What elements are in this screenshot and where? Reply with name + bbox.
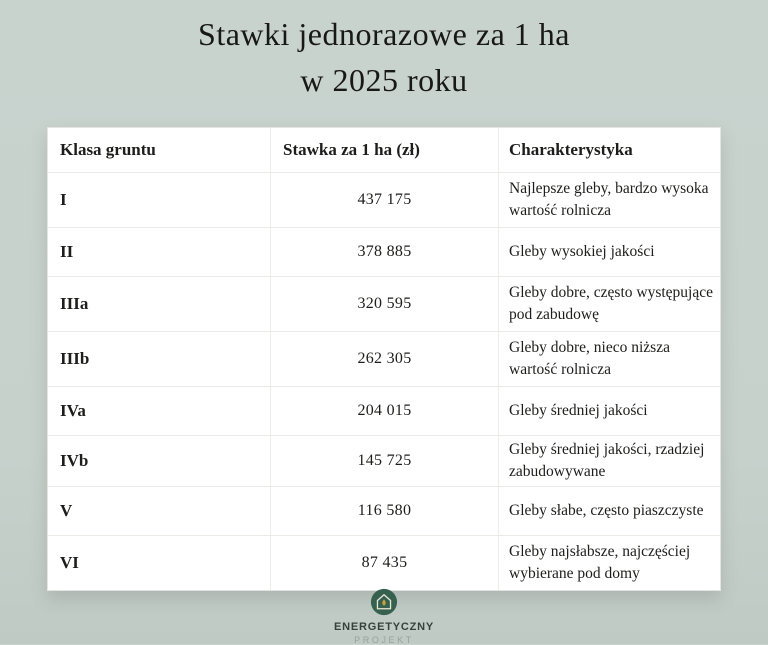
table-row [48, 331, 720, 386]
cell-land-class: I [48, 173, 271, 227]
table-row [48, 535, 720, 590]
cell-land-class: IIIa [48, 277, 271, 331]
brand-footer [0, 588, 768, 645]
cell-rate: 437 175 [271, 173, 499, 227]
cell-land-class: VI [48, 536, 271, 590]
cell-description: Gleby wysokiej jakości [509, 243, 655, 260]
cell-rate: 116 580 [271, 487, 499, 535]
cell-rate: 204 015 [271, 387, 499, 435]
cell-land-class: IVa [48, 387, 271, 435]
column-header-stawka: Stawka za 1 ha (zł) [271, 128, 499, 172]
column-header-charakterystyka: Charakterystyka [509, 139, 633, 159]
cell-description: Gleby najsłabsze, najczęściej wybierane pod domy [509, 543, 691, 582]
brand-name: ENERGETYCZNY [333, 621, 435, 633]
cell-land-class: IVb [48, 436, 271, 486]
cell-description: Gleby średniej jakości [509, 402, 648, 419]
table-row [48, 435, 720, 486]
cell-rate: 145 725 [271, 436, 499, 486]
table-header-row [48, 128, 720, 172]
column-header-klasa-gruntu: Klasa gruntu [48, 128, 271, 172]
cell-description: Gleby słabe, często piaszczyste [509, 502, 704, 519]
page-title-line1: Stawki jednorazowe za 1 ha [198, 16, 570, 52]
page-title [0, 12, 768, 104]
cell-description: Najlepsze gleby, bardzo wysoka wartość rolnicza [509, 180, 709, 219]
cell-description: Gleby dobre, nieco niższa wartość rolnicza [509, 339, 670, 378]
table-row [48, 172, 720, 227]
cell-rate: 262 305 [271, 332, 499, 386]
page-title-line2: w 2025 roku [300, 61, 468, 98]
table-row [48, 486, 720, 535]
cell-land-class: V [48, 487, 271, 535]
cell-rate: 87 435 [271, 536, 499, 590]
table-row [48, 386, 720, 435]
table-row [48, 276, 720, 331]
cell-description: Gleby średniej jakości, rzadziej zabudowywane [509, 441, 705, 480]
cell-rate: 378 885 [271, 228, 499, 276]
cell-description: Gleby dobre, często występujące pod zabudowę [509, 284, 714, 323]
land-class-rate-table [47, 127, 721, 591]
table-row [48, 227, 720, 276]
house-flame-badge-icon [370, 588, 398, 616]
cell-land-class: IIIb [48, 332, 271, 386]
brand-subtitle: PROJEKT [354, 635, 414, 645]
cell-land-class: II [48, 228, 271, 276]
cell-rate: 320 595 [271, 277, 499, 331]
